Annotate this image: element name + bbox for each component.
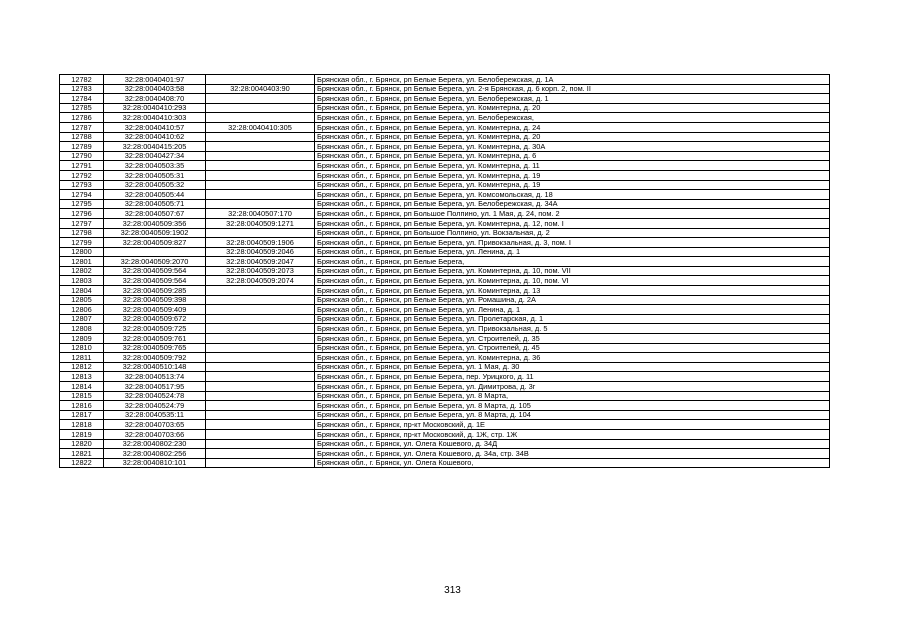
cadastral-number-cell: 32:28:0040509:2070 xyxy=(104,257,206,267)
related-cadastral-number-cell xyxy=(206,314,315,324)
related-cadastral-number-cell: 32:28:0040509:2047 xyxy=(206,257,315,267)
related-cadastral-number-cell xyxy=(206,343,315,353)
related-cadastral-number-cell: 32:28:0040403:90 xyxy=(206,84,315,94)
cadastral-number-cell: 32:28:0040509:564 xyxy=(104,276,206,286)
table-row xyxy=(60,429,830,439)
address-cell: Брянская обл., г. Брянск, рп Большое Полпино, ул. Вокзальная, д. 2 xyxy=(315,228,830,238)
related-cadastral-number-cell xyxy=(206,228,315,238)
row-number-cell: 12793 xyxy=(60,180,104,190)
cadastral-number-cell: 32:28:0040415:205 xyxy=(104,142,206,152)
related-cadastral-number-cell xyxy=(206,362,315,372)
cadastral-number-cell: 32:28:0040509:765 xyxy=(104,343,206,353)
table-row xyxy=(60,343,830,353)
table-row xyxy=(60,458,830,468)
address-cell: Брянская обл., г. Брянск, рп Большое Полпино, ул. 1 Мая, д. 24, пом. 2 xyxy=(315,209,830,219)
table-row xyxy=(60,257,830,267)
address-cell: Брянская обл., г. Брянск, рп Белые Берега, ул. Привокзальная, д. 3, пом. I xyxy=(315,238,830,248)
cadastral-number-cell: 32:28:0040509:564 xyxy=(104,266,206,276)
row-number-cell: 12804 xyxy=(60,286,104,296)
address-cell: Брянская обл., г. Брянск, рп Белые Берега, xyxy=(315,257,830,267)
address-cell: Брянская обл., г. Брянск, рп Белые Берега, ул. Пролетарская, д. 1 xyxy=(315,314,830,324)
cadastral-number-cell: 32:28:0040517:95 xyxy=(104,382,206,392)
address-cell: Брянская обл., г. Брянск, ул. Олега Кошевого, xyxy=(315,458,830,468)
table-row xyxy=(60,372,830,382)
related-cadastral-number-cell xyxy=(206,113,315,123)
table-row xyxy=(60,122,830,132)
row-number-cell: 12815 xyxy=(60,391,104,401)
row-number-cell: 12811 xyxy=(60,353,104,363)
table-row xyxy=(60,305,830,315)
page-number: 313 xyxy=(444,585,461,596)
address-cell: Брянская обл., г. Брянск, рп Белые Берега, ул. Коминтерна, д. 24 xyxy=(315,122,830,132)
row-number-cell: 12803 xyxy=(60,276,104,286)
address-cell: Брянская обл., г. Брянск, рп Белые Берега, ул. 1 Мая, д. 30 xyxy=(315,362,830,372)
table-row xyxy=(60,362,830,372)
row-number-cell: 12817 xyxy=(60,410,104,420)
table-row xyxy=(60,391,830,401)
cadastral-number-cell: 32:28:0040509:725 xyxy=(104,324,206,334)
related-cadastral-number-cell: 32:28:0040410:305 xyxy=(206,122,315,132)
related-cadastral-number-cell xyxy=(206,391,315,401)
related-cadastral-number-cell xyxy=(206,170,315,180)
row-number-cell: 12797 xyxy=(60,218,104,228)
related-cadastral-number-cell xyxy=(206,161,315,171)
cadastral-number-cell: 32:28:0040505:44 xyxy=(104,190,206,200)
table-row xyxy=(60,161,830,171)
cadastral-number-cell: 32:28:0040509:672 xyxy=(104,314,206,324)
row-number-cell: 12819 xyxy=(60,429,104,439)
address-cell: Брянская обл., г. Брянск, рп Белые Берега, ул. Строителей, д. 45 xyxy=(315,343,830,353)
address-cell: Брянская обл., г. Брянск, рп Белые Берега, ул. Коминтерна, д. 20 xyxy=(315,132,830,142)
address-cell: Брянская обл., г. Брянск, рп Белые Берега, ул. 8 Марта, xyxy=(315,391,830,401)
address-cell: Брянская обл., г. Брянск, рп Белые Берега, ул. Димитрова, д. 3г xyxy=(315,382,830,392)
cadastral-number-cell: 32:28:0040410:62 xyxy=(104,132,206,142)
address-cell: Брянская обл., г. Брянск, рп Белые Берега, ул. Белобережская, д. 1 xyxy=(315,94,830,104)
address-cell: Брянская обл., г. Брянск, рп Белые Берега, ул. Коминтерна, д. 10, пом. VII xyxy=(315,266,830,276)
address-cell: Брянская обл., г. Брянск, рп Белые Берега, ул. Комсомольская, д. 18 xyxy=(315,190,830,200)
address-cell: Брянская обл., г. Брянск, ул. Олега Кошевого, д. 34Д xyxy=(315,439,830,449)
table-row xyxy=(60,142,830,152)
row-number-cell: 12818 xyxy=(60,420,104,430)
cadastral-number-cell: 32:28:0040703:66 xyxy=(104,429,206,439)
address-cell: Брянская обл., г. Брянск, рп Белые Берега, ул. Белобережская, д. 1А xyxy=(315,75,830,85)
address-cell: Брянская обл., г. Брянск, рп Белые Берега, ул. 2-я Брянская, д. 6 корп. 2, пом. II xyxy=(315,84,830,94)
cadastral-number-cell xyxy=(104,247,206,257)
address-cell: Брянская обл., г. Брянск, рп Белые Берега, ул. 8 Марта, д. 104 xyxy=(315,410,830,420)
related-cadastral-number-cell xyxy=(206,334,315,344)
related-cadastral-number-cell xyxy=(206,75,315,85)
table-row xyxy=(60,401,830,411)
related-cadastral-number-cell xyxy=(206,142,315,152)
related-cadastral-number-cell xyxy=(206,429,315,439)
row-number-cell: 12796 xyxy=(60,209,104,219)
address-cell: Брянская обл., г. Брянск, рп Белые Берега, ул. Коминтерна, д. 20 xyxy=(315,103,830,113)
table-body xyxy=(60,75,830,468)
table-row xyxy=(60,324,830,334)
row-number-cell: 12800 xyxy=(60,247,104,257)
row-number-cell: 12809 xyxy=(60,334,104,344)
address-cell: Брянская обл., г. Брянск, рп Белые Берега, ул. Строителей, д. 35 xyxy=(315,334,830,344)
related-cadastral-number-cell: 32:28:0040507:170 xyxy=(206,209,315,219)
row-number-cell: 12810 xyxy=(60,343,104,353)
table-row xyxy=(60,113,830,123)
related-cadastral-number-cell xyxy=(206,94,315,104)
table-row xyxy=(60,334,830,344)
cadastral-number-cell: 32:28:0040509:356 xyxy=(104,218,206,228)
related-cadastral-number-cell xyxy=(206,199,315,209)
related-cadastral-number-cell: 32:28:0040509:2046 xyxy=(206,247,315,257)
row-number-cell: 12788 xyxy=(60,132,104,142)
cadastral-number-cell: 32:28:0040510:148 xyxy=(104,362,206,372)
cadastral-number-cell: 32:28:0040509:285 xyxy=(104,286,206,296)
address-cell: Брянская обл., г. Брянск, рп Белые Берега, ул. Привокзальная, д. 5 xyxy=(315,324,830,334)
related-cadastral-number-cell xyxy=(206,286,315,296)
table-row xyxy=(60,449,830,459)
related-cadastral-number-cell xyxy=(206,382,315,392)
table-row xyxy=(60,199,830,209)
cadastral-number-cell: 32:28:0040524:78 xyxy=(104,391,206,401)
table-row xyxy=(60,295,830,305)
row-number-cell: 12786 xyxy=(60,113,104,123)
related-cadastral-number-cell xyxy=(206,151,315,161)
address-cell: Брянская обл., г. Брянск, рп Белые Берега, ул. Коминтерна, д. 10, пом. VI xyxy=(315,276,830,286)
cadastral-number-cell: 32:28:0040403:58 xyxy=(104,84,206,94)
row-number-cell: 12782 xyxy=(60,75,104,85)
table-row xyxy=(60,132,830,142)
row-number-cell: 12820 xyxy=(60,439,104,449)
related-cadastral-number-cell xyxy=(206,458,315,468)
table-row xyxy=(60,218,830,228)
cadastral-number-cell: 32:28:0040410:303 xyxy=(104,113,206,123)
address-cell: Брянская обл., г. Брянск, рп Белые Берега, ул. Коминтерна, д. 12, пом. I xyxy=(315,218,830,228)
row-number-cell: 12802 xyxy=(60,266,104,276)
table-row xyxy=(60,382,830,392)
row-number-cell: 12821 xyxy=(60,449,104,459)
cadastral-number-cell: 32:28:0040427:34 xyxy=(104,151,206,161)
table-row xyxy=(60,276,830,286)
table-row xyxy=(60,353,830,363)
related-cadastral-number-cell xyxy=(206,305,315,315)
table-row xyxy=(60,75,830,85)
table-row xyxy=(60,209,830,219)
table-row xyxy=(60,286,830,296)
related-cadastral-number-cell: 32:28:0040509:1271 xyxy=(206,218,315,228)
row-number-cell: 12822 xyxy=(60,458,104,468)
address-cell: Брянская обл., г. Брянск, рп Белые Берега, ул. Коминтерна, д. 6 xyxy=(315,151,830,161)
row-number-cell: 12785 xyxy=(60,103,104,113)
related-cadastral-number-cell: 32:28:0040509:1906 xyxy=(206,238,315,248)
table-row xyxy=(60,84,830,94)
row-number-cell: 12787 xyxy=(60,122,104,132)
cadastral-number-cell: 32:28:0040505:32 xyxy=(104,180,206,190)
cadastral-number-cell: 32:28:0040408:70 xyxy=(104,94,206,104)
row-number-cell: 12808 xyxy=(60,324,104,334)
row-number-cell: 12806 xyxy=(60,305,104,315)
related-cadastral-number-cell xyxy=(206,180,315,190)
row-number-cell: 12783 xyxy=(60,84,104,94)
address-cell: Брянская обл., г. Брянск, рп Белые Берега, ул. Коминтерна, д. 11 xyxy=(315,161,830,171)
address-cell: Брянская обл., г. Брянск, рп Белые Берега, ул. Коминтерна, д. 36 xyxy=(315,353,830,363)
related-cadastral-number-cell xyxy=(206,190,315,200)
table-row xyxy=(60,180,830,190)
related-cadastral-number-cell xyxy=(206,449,315,459)
address-cell: Брянская обл., г. Брянск, рп Белые Берега, ул. Коминтерна, д. 19 xyxy=(315,170,830,180)
row-number-cell: 12816 xyxy=(60,401,104,411)
address-cell: Брянская обл., г. Брянск, ул. Олега Кошевого, д. 34а, стр. 34В xyxy=(315,449,830,459)
table-row xyxy=(60,228,830,238)
row-number-cell: 12790 xyxy=(60,151,104,161)
row-number-cell: 12814 xyxy=(60,382,104,392)
address-cell: Брянская обл., г. Брянск, рп Белые Берега, ул. Ромашина, д. 2А xyxy=(315,295,830,305)
table-row xyxy=(60,420,830,430)
related-cadastral-number-cell xyxy=(206,372,315,382)
cadastral-number-cell: 32:28:0040503:35 xyxy=(104,161,206,171)
related-cadastral-number-cell xyxy=(206,439,315,449)
row-number-cell: 12807 xyxy=(60,314,104,324)
table-row xyxy=(60,103,830,113)
related-cadastral-number-cell xyxy=(206,295,315,305)
cadastral-number-cell: 32:28:0040509:398 xyxy=(104,295,206,305)
cadastral-number-cell: 32:28:0040507:67 xyxy=(104,209,206,219)
cadastral-number-cell: 32:28:0040703:65 xyxy=(104,420,206,430)
table-row xyxy=(60,94,830,104)
cadastral-number-cell: 32:28:0040524:79 xyxy=(104,401,206,411)
cadastral-number-cell: 32:28:0040401:97 xyxy=(104,75,206,85)
related-cadastral-number-cell xyxy=(206,420,315,430)
address-cell: Брянская обл., г. Брянск, рп Белые Берега, ул. Коминтерна, д. 30А xyxy=(315,142,830,152)
row-number-cell: 12812 xyxy=(60,362,104,372)
related-cadastral-number-cell xyxy=(206,410,315,420)
related-cadastral-number-cell xyxy=(206,401,315,411)
row-number-cell: 12799 xyxy=(60,238,104,248)
cadastral-number-cell: 32:28:0040802:230 xyxy=(104,439,206,449)
row-number-cell: 12789 xyxy=(60,142,104,152)
table-row xyxy=(60,439,830,449)
related-cadastral-number-cell: 32:28:0040509:2073 xyxy=(206,266,315,276)
table-row xyxy=(60,410,830,420)
table-row xyxy=(60,238,830,248)
related-cadastral-number-cell xyxy=(206,103,315,113)
cadastral-number-cell: 32:28:0040509:792 xyxy=(104,353,206,363)
cadastral-number-cell: 32:28:0040513:74 xyxy=(104,372,206,382)
row-number-cell: 12795 xyxy=(60,199,104,209)
table-row xyxy=(60,247,830,257)
related-cadastral-number-cell xyxy=(206,324,315,334)
row-number-cell: 12784 xyxy=(60,94,104,104)
related-cadastral-number-cell: 32:28:0040509:2074 xyxy=(206,276,315,286)
address-cell: Брянская обл., г. Брянск, пр-кт Московский, д. 1Ж, стр. 1Ж xyxy=(315,429,830,439)
related-cadastral-number-cell xyxy=(206,353,315,363)
row-number-cell: 12792 xyxy=(60,170,104,180)
row-number-cell: 12805 xyxy=(60,295,104,305)
row-number-cell: 12794 xyxy=(60,190,104,200)
address-cell: Брянская обл., г. Брянск, рп Белые Берега, пер. Урицкого, д. 11 xyxy=(315,372,830,382)
address-cell: Брянская обл., г. Брянск, рп Белые Берега, ул. Коминтерна, д. 19 xyxy=(315,180,830,190)
cadastral-number-cell: 32:28:0040505:71 xyxy=(104,199,206,209)
cadastral-number-cell: 32:28:0040802:256 xyxy=(104,449,206,459)
cadastral-number-cell: 32:28:0040505:31 xyxy=(104,170,206,180)
table-row xyxy=(60,266,830,276)
cadastral-number-cell: 32:28:0040810:101 xyxy=(104,458,206,468)
address-cell: Брянская обл., г. Брянск, рп Белые Берега, ул. Ленина, д. 1 xyxy=(315,305,830,315)
table-row xyxy=(60,190,830,200)
address-cell: Брянская обл., г. Брянск, рп Белые Берега, ул. 8 Марта, д. 105 xyxy=(315,401,830,411)
cadastral-number-cell: 32:28:0040509:409 xyxy=(104,305,206,315)
address-cell: Брянская обл., г. Брянск, пр-кт Московский, д. 1Е xyxy=(315,420,830,430)
table-row xyxy=(60,151,830,161)
cadastral-number-cell: 32:28:0040410:293 xyxy=(104,103,206,113)
cadastral-number-cell: 32:28:0040535:11 xyxy=(104,410,206,420)
address-cell: Брянская обл., г. Брянск, рп Белые Берега, ул. Ленина, д. 1 xyxy=(315,247,830,257)
row-number-cell: 12791 xyxy=(60,161,104,171)
related-cadastral-number-cell xyxy=(206,132,315,142)
address-cell: Брянская обл., г. Брянск, рп Белые Берега, ул. Коминтерна, д. 13 xyxy=(315,286,830,296)
cadastral-table xyxy=(59,74,830,468)
row-number-cell: 12813 xyxy=(60,372,104,382)
cadastral-number-cell: 32:28:0040509:827 xyxy=(104,238,206,248)
cadastral-number-cell: 32:28:0040509:1902 xyxy=(104,228,206,238)
table-row xyxy=(60,170,830,180)
table-row xyxy=(60,314,830,324)
cadastral-number-cell: 32:28:0040509:761 xyxy=(104,334,206,344)
address-cell: Брянская обл., г. Брянск, рп Белые Берега, ул. Белобережская, xyxy=(315,113,830,123)
row-number-cell: 12801 xyxy=(60,257,104,267)
address-cell: Брянская обл., г. Брянск, рп Белые Берега, ул. Белобережская, д. 34А xyxy=(315,199,830,209)
cadastral-number-cell: 32:28:0040410:57 xyxy=(104,122,206,132)
row-number-cell: 12798 xyxy=(60,228,104,238)
